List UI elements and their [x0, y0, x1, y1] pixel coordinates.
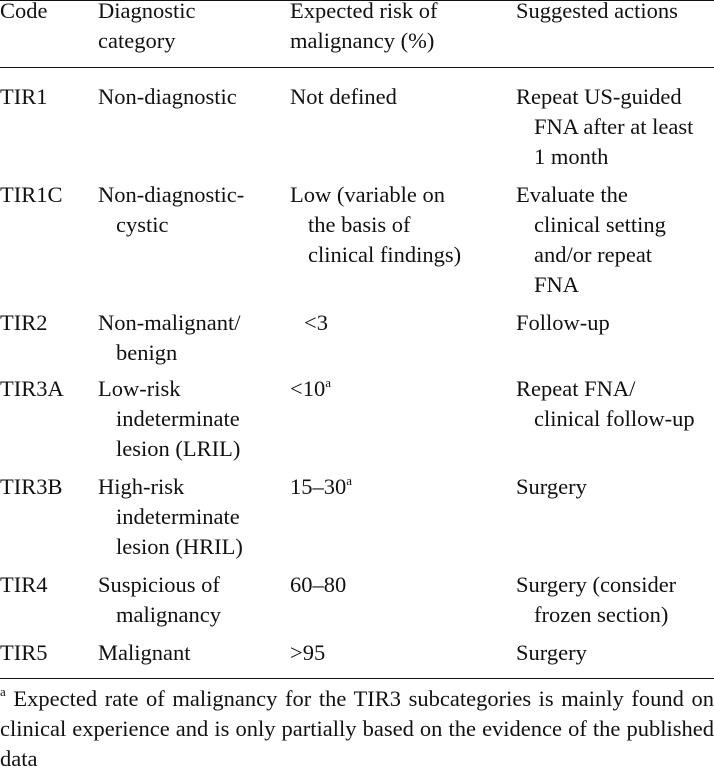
cell-risk: 60–80: [290, 572, 347, 597]
footnote-ref: a: [325, 375, 331, 390]
cell-category: High-risk indeterminate lesion (HRIL): [98, 474, 243, 559]
header-expected-risk: Expected risk of malignancy (%): [290, 0, 438, 53]
header-suggested-actions: Suggested actions: [516, 0, 678, 23]
cell-action: Evaluate the clinical setting and/or repeat FNA: [516, 182, 666, 297]
cell-code: TIR3A: [0, 376, 64, 401]
cell-risk: Not defined: [290, 84, 397, 109]
cell-category: Suspicious of malignancy: [98, 572, 221, 627]
cell-action: Follow-up: [516, 310, 610, 335]
cell-code: TIR1: [0, 84, 48, 109]
cell-action: Surgery: [516, 474, 587, 499]
cell-code: TIR1C: [0, 182, 63, 207]
cell-category: Non-diagnostic: [98, 84, 237, 109]
cell-risk: Low (variable on the basis of clinical findings): [290, 182, 462, 267]
cell-action: Surgery (consider frozen section): [516, 572, 677, 627]
cell-code: TIR4: [0, 572, 48, 597]
cell-risk: $<10^a$: [290, 375, 331, 401]
cell-category: Non-malignant/ benign: [98, 310, 241, 365]
header-bottom-rule: [0, 67, 714, 68]
cell-category: Malignant: [98, 640, 191, 665]
cell-action: Repeat US-guided FNA after at least 1 month: [516, 84, 694, 169]
cell-risk: >95: [290, 640, 326, 665]
header-diagnostic-category: Diagnostic category: [98, 0, 196, 53]
header-code: Code: [0, 0, 48, 23]
cell-risk: <3: [304, 310, 328, 335]
footnote-ref: a: [346, 473, 353, 488]
cell-action: Surgery: [516, 640, 587, 665]
footnote-marker: a: [0, 684, 6, 699]
cell-code: TIR2: [0, 310, 48, 335]
cell-category: Low-risk indeterminate lesion (LRIL): [98, 376, 241, 461]
cell-code: TIR5: [0, 640, 48, 665]
cell-code: TIR3B: [0, 474, 63, 499]
table-footnote: [0, 684, 714, 774]
footnote-text: Expected rate of malignancy for the TIR3 subcategories is mainly found on clinical experience and is only partially based on the evidence of the published data: [0, 686, 714, 771]
cell-risk: 15–30$^a$: [290, 473, 353, 499]
table-bottom-rule: [0, 678, 714, 679]
cell-category: Non-diagnostic- cystic: [98, 182, 245, 237]
cell-action: Repeat FNA/ clinical follow-up: [516, 376, 695, 431]
